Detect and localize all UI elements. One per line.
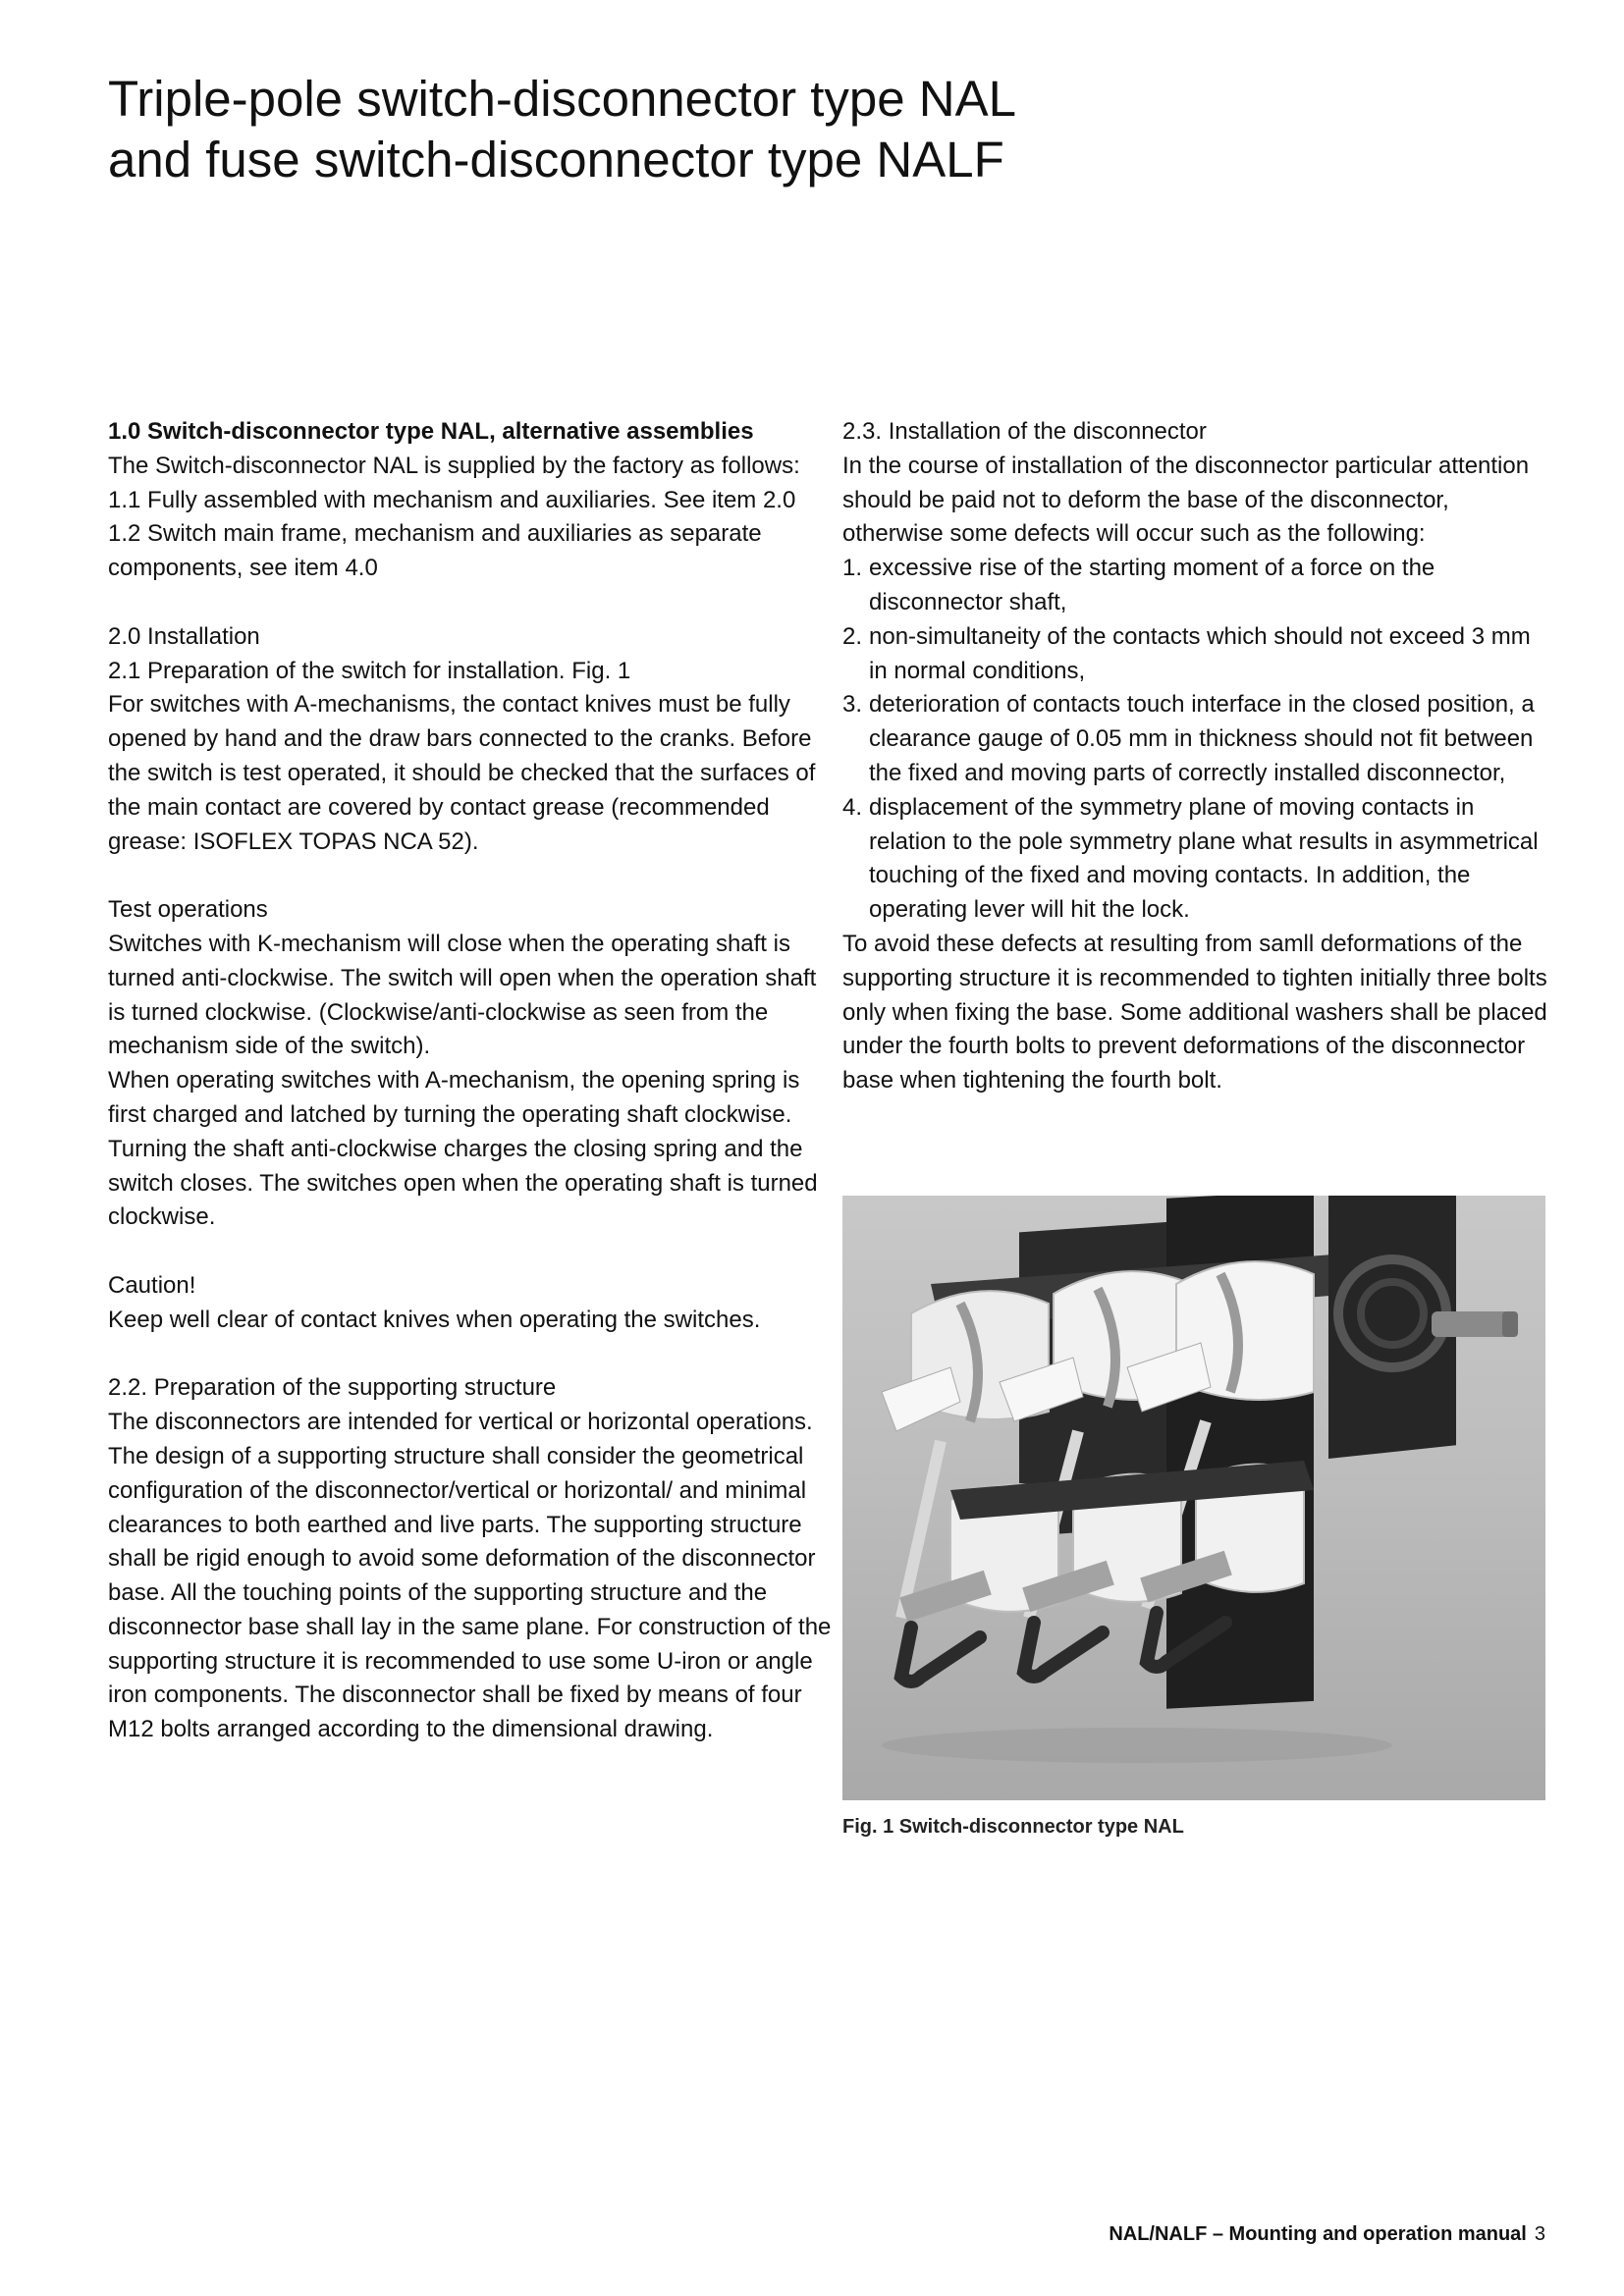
list-item bbox=[842, 688, 1549, 790]
page-number: 3 bbox=[1534, 2223, 1545, 2245]
left-column bbox=[108, 415, 835, 1747]
page-footer bbox=[1109, 2223, 1545, 2246]
section-2-heading: 2.0 Installation bbox=[108, 622, 260, 650]
section-1-paragraph-3: 1.2 Switch main frame, mechanism and auxiliaries as separate components, see item 4.0 bbox=[108, 520, 762, 582]
test-operations-paragraph-2: When operating switches with A-mechanism, the opening spring is first charged and latched by turning the operating shaft clockwise. Turning the shaft anti-clockwise charges the closing spring and the switch closes. The switches open when the operating shaft is turned clockwise. bbox=[108, 1067, 818, 1231]
list-item-number: 4. bbox=[842, 793, 863, 821]
list-item bbox=[842, 620, 1549, 689]
caution-body: Keep well clear of contact knives when operating the switches. bbox=[108, 1306, 761, 1333]
test-operations-heading: Test operations bbox=[108, 896, 268, 924]
section-2-3-intro: In the course of installation of the disconnector particular attention should be paid not to deform the base of the disconnector, otherwise some defects will occur such as the following: bbox=[842, 452, 1530, 548]
list-item-number: 3. bbox=[842, 691, 863, 719]
section-1-heading: 1.0 Switch-disconnector type NAL, alternative assemblies bbox=[108, 418, 754, 445]
section-2-1-heading: 2.1 Preparation of the switch for installation. Fig. 1 bbox=[108, 657, 631, 684]
list-item-text: deterioration of contacts touch interface in the closed position, a clearance gauge of 0.05 mm in thickness should not fit between the fixed and moving parts of correctly installed disconnector, bbox=[869, 691, 1535, 786]
spacer bbox=[108, 586, 835, 620]
list-item-number: 2. bbox=[842, 622, 863, 650]
section-2-3-heading: 2.3. Installation of the disconnector bbox=[842, 418, 1207, 445]
section-2-2-body: The disconnectors are intended for vertical or horizontal operations. The design of a supporting structure shall consider the geometrical configuration of the disconnector/vertical or horizontal/ and minimal clearances to both earthed and live parts. The supporting structure shall be rigid enough to avoid some deformation of the disconnector base. All the touching points of the supporting structure and the disconnector base shall lay in the same plane. For construction of the supporting structure it is recommended to use some U-iron or angle iron components. The disconnector shall be fixed by means of four M12 bolts arranged according to the dimensional drawing. bbox=[108, 1409, 832, 1743]
list-item-number: 1. bbox=[842, 555, 863, 582]
section-1-paragraph-2: 1.1 Fully assembled with mechanism and auxiliaries. See item 2.0 bbox=[108, 486, 796, 513]
section-1-paragraph-1: The Switch-disconnector NAL is supplied by the factory as follows: bbox=[108, 452, 800, 479]
caution-heading: Caution! bbox=[108, 1271, 196, 1299]
switch-disconnector-illustration bbox=[842, 1196, 1545, 1800]
list-item-text: non-simultaneity of the contacts which should not exceed 3 mm in normal conditions, bbox=[869, 622, 1531, 684]
spacer bbox=[108, 1338, 835, 1372]
switch-disconnector-photo bbox=[842, 1196, 1545, 1800]
list-item bbox=[842, 791, 1549, 928]
defects-list bbox=[842, 552, 1549, 928]
section-2-1-body: For switches with A-mechanisms, the contact knives must be fully opened by hand and the draw bars connected to the cranks. Before the switch is test operated, it should be checked that the surfaces of the main contact are covered by contact grease (recommended grease: ISOFLEX TOPAS NCA 52). bbox=[108, 691, 816, 855]
list-item bbox=[842, 552, 1549, 620]
section-2-3-closing: To avoid these defects at resulting from samll deformations of the supporting structure it is recommended to tighten initially three bolts only when fixing the base. Some additional washers shall be placed under the fourth bolts to prevent deformations of the disconnector base when tightening the fourth bolt. bbox=[842, 930, 1547, 1095]
test-operations-paragraph-1: Switches with K-mechanism will close when the operating shaft is turned anti-clockwise. The switch will open when the operation shaft is turned clockwise. (Clockwise/anti-clockwise as seen from the mechanism side of the switch). bbox=[108, 930, 817, 1060]
title-line-2: and fuse switch-disconnector type NALF bbox=[108, 132, 1004, 188]
list-item-text: excessive rise of the starting moment of a force on the disconnector shaft, bbox=[869, 555, 1435, 615]
footer-text: NAL/NALF – Mounting and operation manual bbox=[1109, 2223, 1527, 2245]
page-title bbox=[108, 69, 1188, 190]
title-line-1: Triple-pole switch-disconnector type NAL bbox=[108, 71, 1016, 127]
spacer bbox=[108, 859, 835, 893]
figure-caption: Fig. 1 Switch-disconnector type NAL bbox=[842, 1816, 1184, 1838]
spacer bbox=[108, 1235, 835, 1269]
right-column bbox=[842, 415, 1549, 1098]
list-item-text: displacement of the symmetry plane of moving contacts in relation to the pole symmetry plane what results in asymmetrical touching of the fixed and moving contacts. In addition, the operating lever will hit the lock. bbox=[869, 793, 1539, 924]
section-2-2-heading: 2.2. Preparation of the supporting structure bbox=[108, 1374, 557, 1402]
